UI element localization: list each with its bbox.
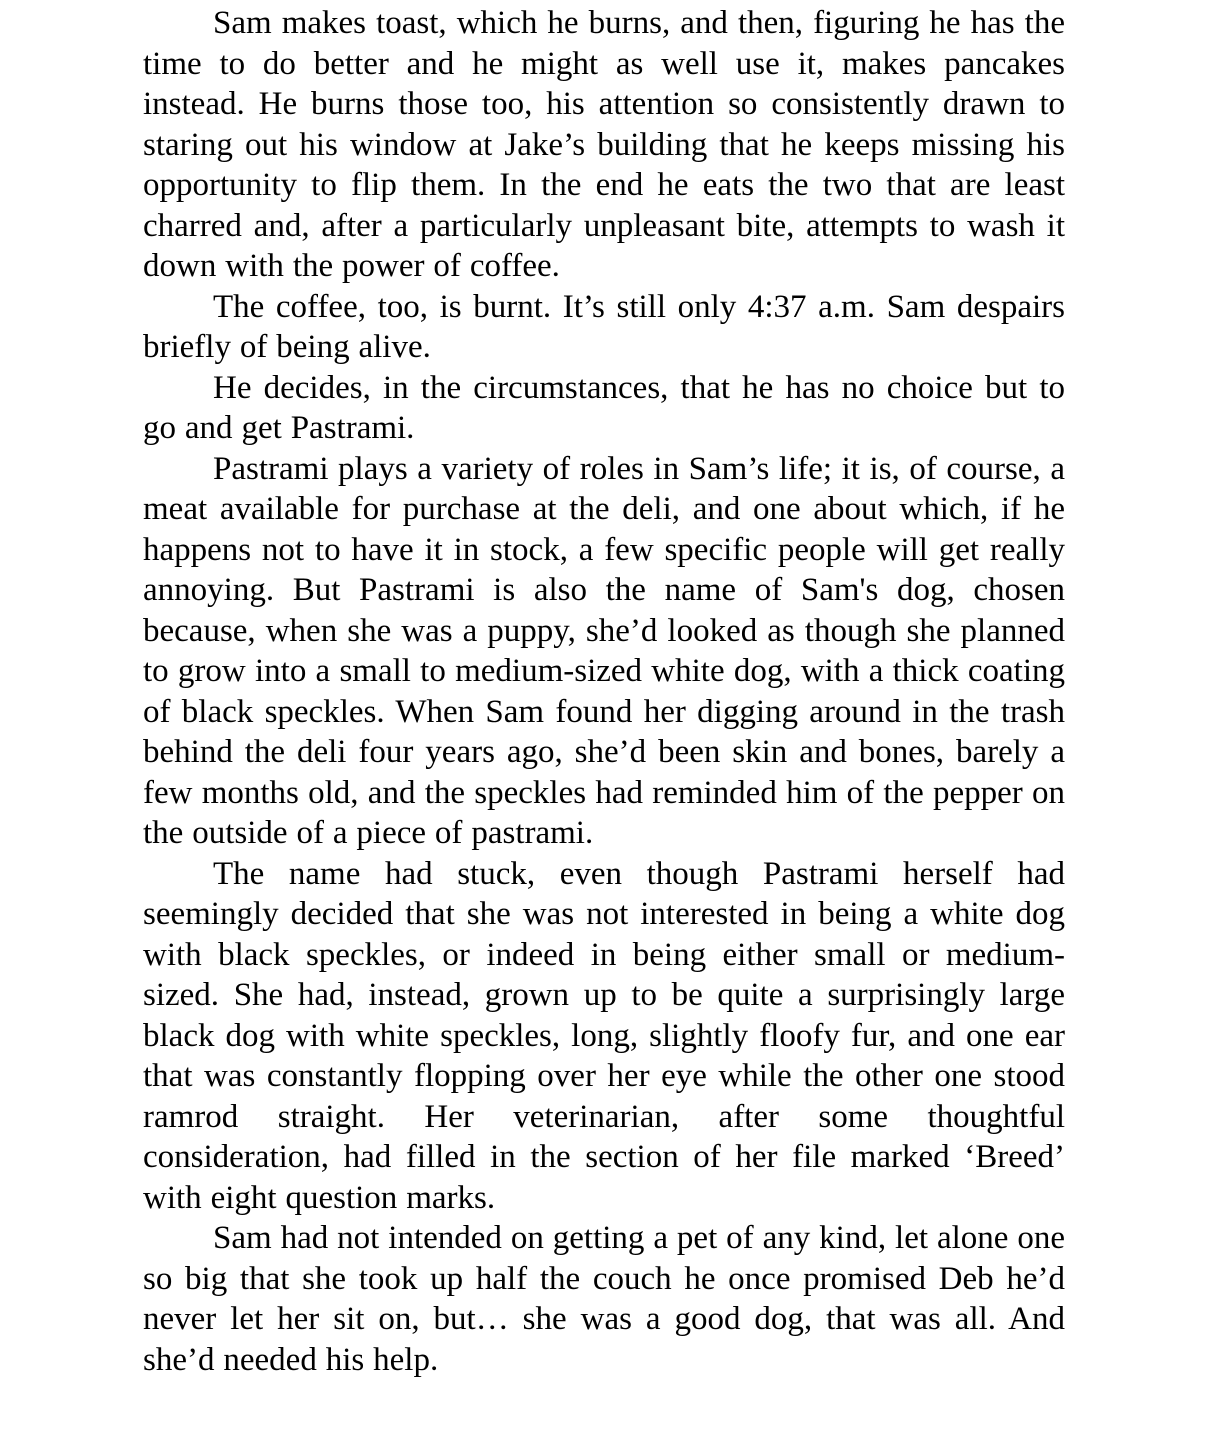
paragraph-burnt-coffee: The coffee, too, is burnt. It’s still only 4:37 a.m. Sam despairs briefly of being alive. bbox=[143, 288, 1065, 365]
paragraph-not-intended-pet: Sam had not intended on getting a pet of any kind, let alone one so big that she took up half the couch he once promised Deb he’d never let her sit on, but… she was a good dog, that was all. And she’d needed his help. bbox=[143, 1220, 1065, 1378]
paragraph-toast-pancakes: Sam makes toast, which he burns, and then, figuring he has the time to do better and he might as well use it, makes pancakes instead. He burns those too, his attention so consistently drawn to staring out his window at Jake’s building that he keeps missing his opportunity to flip them. In the end he eats the two that are least charred and, after a particularly unpleasant bite, attempts to wash it down with the power of coffee. bbox=[143, 5, 1065, 284]
paragraph-name-had-stuck: The name had stuck, even though Pastrami herself had seemingly decided that she was not interested in being a white dog with black speckles, or indeed in being either small or medium-sized. She had, instead, grown up to be quite a surprisingly large black dog with white speckles, long, slightly floofy fur, and one ear that was constantly flopping over her eye while the other one stood ramrod straight. Her veterinarian, after some thoughtful consideration, had filled in the section of her file marked ‘Breed’ with eight question marks. bbox=[143, 855, 1065, 1216]
paragraph-decides-pastrami: He decides, in the circumstances, that he has no choice but to go and get Pastrami. bbox=[143, 369, 1065, 446]
paragraph-pastrami-roles: Pastrami plays a variety of roles in Sam’s life; it is, of course, a meat available for purchase at the deli, and one about which, if he happens not to have it in stock, a few specific people will get really annoying. But Pastrami is also the name of Sam's dog, chosen because, when she was a puppy, she’d looked as though she planned to grow into a small to medium-sized white dog, with a thick coating of black speckles. When Sam found her digging around in the trash behind the deli four years ago, she’d been skin and bones, barely a few months old, and the speckles had reminded him of the pepper on the outside of a piece of pastrami. bbox=[143, 450, 1065, 851]
